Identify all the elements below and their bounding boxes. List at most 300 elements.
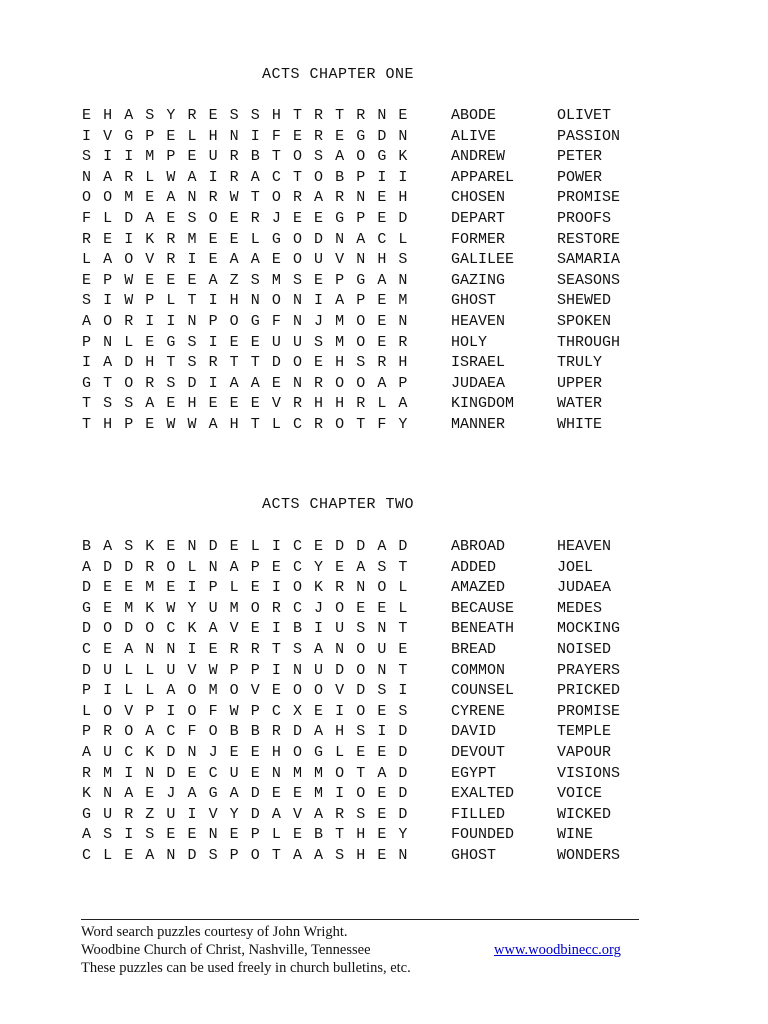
grid-letter: R <box>271 723 281 741</box>
grid-letter: E <box>208 395 218 413</box>
grid-letter: L <box>187 127 197 145</box>
grid-letter: E <box>103 599 113 617</box>
grid-letter: G <box>82 374 92 392</box>
word-row <box>451 743 620 764</box>
grid-letter: O <box>208 723 218 741</box>
word-item: WICKED <box>557 805 612 823</box>
grid-letter: I <box>335 702 345 720</box>
grid-letter: D <box>271 354 281 372</box>
grid-letter: N <box>398 312 408 330</box>
puzzle-title-1: ACTS CHAPTER ONE <box>262 66 415 83</box>
grid-letter: F <box>377 415 387 433</box>
grid-letter: N <box>292 374 302 392</box>
word-list-2 <box>451 537 620 867</box>
grid-letter: V <box>208 805 218 823</box>
grid-letter: C <box>271 702 281 720</box>
grid-letter: A <box>82 826 92 844</box>
grid-letter: I <box>187 805 197 823</box>
grid-letter: N <box>292 661 302 679</box>
grid-letter: O <box>335 415 345 433</box>
grid-letter: D <box>398 805 408 823</box>
grid-letter: I <box>314 620 324 638</box>
grid-letter: P <box>82 333 92 351</box>
grid-letter: H <box>377 251 387 269</box>
grid-letter: N <box>145 640 155 658</box>
grid-letter: E <box>377 312 387 330</box>
grid-letter: E <box>335 127 345 145</box>
grid-letter: E <box>208 251 218 269</box>
grid-row <box>82 353 420 374</box>
grid-letter: E <box>314 538 324 555</box>
grid-letter: A <box>229 558 239 576</box>
grid-row <box>82 394 420 415</box>
grid-letter: S <box>103 395 113 413</box>
grid-letter: E <box>229 826 239 844</box>
grid-letter: R <box>314 374 324 392</box>
grid-letter: O <box>124 374 134 392</box>
word-item: BECAUSE <box>451 599 515 617</box>
grid-letter: E <box>377 189 387 207</box>
word-item: VOICE <box>557 785 603 803</box>
grid-letter: E <box>314 702 324 720</box>
grid-letter: R <box>335 189 345 207</box>
grid-letter: E <box>145 415 155 433</box>
grid-letter: Y <box>229 805 239 823</box>
grid-letter: A <box>314 723 324 741</box>
grid-letter: K <box>187 620 197 638</box>
grid-letter: I <box>208 374 218 392</box>
word-row <box>451 537 620 558</box>
grid-letter: B <box>314 826 324 844</box>
grid-letter: R <box>314 127 324 145</box>
grid-letter: G <box>314 743 324 761</box>
grid-letter: N <box>187 189 197 207</box>
grid-letter: D <box>124 558 134 576</box>
grid-letter: D <box>250 785 260 803</box>
grid-letter: N <box>335 230 345 248</box>
word-item: VISIONS <box>557 764 621 782</box>
grid-letter: A <box>166 682 176 700</box>
grid-letter: T <box>187 292 197 310</box>
word-item: JUDAEA <box>557 579 612 597</box>
grid-letter: N <box>292 312 302 330</box>
grid-letter: O <box>292 682 302 700</box>
grid-letter: E <box>377 209 387 227</box>
grid-letter: N <box>377 661 387 679</box>
grid-letter: H <box>356 826 366 844</box>
grid-letter: A <box>82 558 92 576</box>
word-item: FILLED <box>451 805 506 823</box>
grid-letter: O <box>356 661 366 679</box>
grid-row <box>82 333 420 354</box>
grid-row <box>82 312 420 333</box>
grid-letter: H <box>229 415 239 433</box>
grid-letter: D <box>398 538 408 555</box>
grid-letter: A <box>103 538 113 555</box>
grid-letter: A <box>229 785 239 803</box>
grid-row <box>82 599 420 620</box>
grid-letter: R <box>208 189 218 207</box>
grid-letter: U <box>229 764 239 782</box>
word-item: COMMON <box>451 661 506 679</box>
grid-letter: E <box>145 785 155 803</box>
grid-letter: L <box>250 538 260 555</box>
word-item: SHEWED <box>557 292 612 310</box>
footer-church: Woodbine Church of Christ, Nashville, Tennessee <box>81 942 371 958</box>
grid-letter: S <box>250 107 260 124</box>
grid-letter: V <box>335 682 345 700</box>
grid-letter: H <box>103 415 113 433</box>
word-item: BREAD <box>451 640 497 658</box>
grid-letter: N <box>377 620 387 638</box>
grid-letter: V <box>187 661 197 679</box>
footer-divider <box>81 919 639 920</box>
grid-letter: H <box>103 107 113 124</box>
grid-letter: A <box>145 209 155 227</box>
grid-letter: L <box>166 292 176 310</box>
grid-letter: T <box>166 354 176 372</box>
grid-letter: A <box>208 620 218 638</box>
grid-letter: N <box>103 785 113 803</box>
word-item: PRAYERS <box>557 661 621 679</box>
word-item: SPOKEN <box>557 312 612 330</box>
grid-letter: O <box>356 333 366 351</box>
grid-letter: E <box>271 785 281 803</box>
word-item: PASSION <box>557 127 621 145</box>
grid-letter: Y <box>314 558 324 576</box>
grid-letter: T <box>271 148 281 166</box>
grid-letter: O <box>314 168 324 186</box>
grid-letter: I <box>398 168 408 186</box>
word-item: SAMARIA <box>557 251 621 269</box>
grid-letter: A <box>82 312 92 330</box>
grid-letter: D <box>292 723 302 741</box>
grid-letter: E <box>292 826 302 844</box>
grid-letter: E <box>103 640 113 658</box>
grid-letter: U <box>208 148 218 166</box>
grid-letter: M <box>398 292 408 310</box>
grid-letter: M <box>145 579 155 597</box>
word-row <box>451 168 620 189</box>
grid-letter: L <box>271 826 281 844</box>
grid-letter: D <box>187 374 197 392</box>
word-item: PROOFS <box>557 209 612 227</box>
grid-letter: R <box>292 189 302 207</box>
grid-letter: A <box>82 743 92 761</box>
grid-letter: R <box>166 251 176 269</box>
grid-letter: E <box>314 271 324 289</box>
grid-letter: B <box>250 723 260 741</box>
grid-letter: V <box>292 805 302 823</box>
grid-letter: V <box>145 251 155 269</box>
grid-letter: E <box>166 395 176 413</box>
grid-letter: N <box>166 640 176 658</box>
grid-letter: U <box>377 640 387 658</box>
grid-letter: E <box>208 640 218 658</box>
grid-letter: H <box>271 743 281 761</box>
grid-letter: T <box>398 558 408 576</box>
grid-row <box>82 415 420 436</box>
grid-letter: E <box>377 785 387 803</box>
word-item: AMAZED <box>451 579 506 597</box>
grid-letter: R <box>124 805 134 823</box>
grid-letter: A <box>166 189 176 207</box>
grid-letter: L <box>103 846 113 864</box>
grid-row <box>82 702 420 723</box>
grid-letter: P <box>229 661 239 679</box>
grid-letter: D <box>82 661 92 679</box>
grid-letter: G <box>124 127 134 145</box>
grid-letter: E <box>166 127 176 145</box>
word-item: COUNSEL <box>451 682 515 700</box>
word-row <box>451 784 620 805</box>
grid-letter: E <box>292 209 302 227</box>
grid-letter: C <box>166 723 176 741</box>
grid-letter: C <box>292 415 302 433</box>
grid-letter: J <box>271 209 281 227</box>
grid-letter: H <box>335 395 345 413</box>
grid-letter: E <box>145 189 155 207</box>
grid-letter: E <box>398 640 408 658</box>
word-item: DAVID <box>451 723 497 741</box>
grid-letter: N <box>208 558 218 576</box>
word-row <box>451 127 620 148</box>
grid-letter: I <box>103 292 113 310</box>
grid-letter: A <box>356 558 366 576</box>
grid-letter: O <box>145 620 155 638</box>
grid-letter: P <box>398 374 408 392</box>
grid-letter: I <box>124 826 134 844</box>
grid-letter: E <box>124 846 134 864</box>
grid-letter: A <box>377 538 387 555</box>
grid-letter: S <box>145 107 155 124</box>
grid-letter: T <box>250 189 260 207</box>
word-item: MANNER <box>451 415 506 433</box>
grid-letter: D <box>335 661 345 679</box>
word-row <box>451 188 620 209</box>
grid-letter: K <box>398 148 408 166</box>
grid-letter: S <box>356 354 366 372</box>
grid-letter: C <box>124 743 134 761</box>
grid-letter: A <box>208 415 218 433</box>
grid-letter: B <box>82 538 92 555</box>
grid-letter: P <box>250 661 260 679</box>
website-link[interactable]: www.woodbinecc.org <box>494 942 621 958</box>
grid-letter: I <box>271 538 281 555</box>
grid-letter: R <box>292 395 302 413</box>
grid-letter: G <box>271 230 281 248</box>
grid-letter: I <box>335 785 345 803</box>
grid-letter: D <box>398 209 408 227</box>
grid-row <box>82 147 420 168</box>
word-item: ABROAD <box>451 538 506 555</box>
grid-letter: D <box>398 764 408 782</box>
grid-letter: T <box>271 846 281 864</box>
grid-letter: H <box>187 395 197 413</box>
grid-letter: P <box>250 558 260 576</box>
grid-letter: T <box>398 661 408 679</box>
grid-letter: P <box>145 292 155 310</box>
grid-letter: D <box>166 764 176 782</box>
grid-letter: M <box>292 764 302 782</box>
grid-letter: K <box>145 743 155 761</box>
grid-letter: F <box>208 702 218 720</box>
grid-letter: E <box>377 599 387 617</box>
grid-letter: J <box>314 312 324 330</box>
grid-letter: N <box>356 579 366 597</box>
grid-letter: N <box>398 846 408 864</box>
grid-letter: I <box>208 292 218 310</box>
grid-letter: V <box>335 251 345 269</box>
word-item: THROUGH <box>557 333 621 351</box>
grid-letter: G <box>377 148 387 166</box>
grid-letter: U <box>103 805 113 823</box>
grid-letter: P <box>250 702 260 720</box>
grid-letter: I <box>398 682 408 700</box>
grid-letter: E <box>166 579 176 597</box>
grid-letter: R <box>82 230 92 248</box>
grid-letter: W <box>229 189 239 207</box>
word-item: ISRAEL <box>451 354 506 372</box>
grid-row <box>82 825 420 846</box>
grid-letter: I <box>124 230 134 248</box>
word-item: DEPART <box>451 209 506 227</box>
grid-letter: I <box>124 764 134 782</box>
grid-letter: O <box>250 846 260 864</box>
grid-letter: E <box>250 764 260 782</box>
grid-letter: C <box>292 538 302 555</box>
grid-letter: V <box>229 620 239 638</box>
grid-letter: D <box>250 805 260 823</box>
grid-letter: I <box>271 620 281 638</box>
grid-letter: E <box>166 826 176 844</box>
word-item: HEAVEN <box>557 538 612 555</box>
grid-letter: B <box>292 620 302 638</box>
grid-letter: R <box>82 764 92 782</box>
word-item: ANDREW <box>451 148 506 166</box>
grid-letter: O <box>229 312 239 330</box>
grid-letter: S <box>187 333 197 351</box>
grid-letter: S <box>356 723 366 741</box>
grid-letter: S <box>145 826 155 844</box>
grid-row <box>82 661 420 682</box>
grid-letter: W <box>124 292 134 310</box>
word-row <box>451 764 620 785</box>
grid-letter: R <box>124 312 134 330</box>
grid-letter: O <box>82 189 92 207</box>
grid-letter: T <box>335 826 345 844</box>
grid-letter: E <box>187 148 197 166</box>
grid-letter: P <box>250 826 260 844</box>
grid-letter: C <box>292 558 302 576</box>
word-item: PROMISE <box>557 702 621 720</box>
grid-letter: M <box>314 764 324 782</box>
grid-letter: R <box>124 168 134 186</box>
grid-letter: A <box>398 395 408 413</box>
grid-letter: C <box>166 620 176 638</box>
grid-letter: G <box>250 312 260 330</box>
grid-letter: E <box>250 579 260 597</box>
grid-letter: U <box>271 333 281 351</box>
word-item: MEDES <box>557 599 603 617</box>
grid-letter: L <box>398 599 408 617</box>
grid-letter: O <box>356 374 366 392</box>
word-item: RESTORE <box>557 230 621 248</box>
grid-letter: U <box>314 251 324 269</box>
grid-letter: L <box>82 702 92 720</box>
grid-letter: R <box>166 230 176 248</box>
grid-letter: X <box>292 702 302 720</box>
grid-letter: A <box>145 846 155 864</box>
word-row <box>451 230 620 251</box>
grid-letter: L <box>145 661 155 679</box>
word-row <box>451 209 620 230</box>
grid-letter: D <box>208 538 218 555</box>
word-row <box>451 599 620 620</box>
word-item: ALIVE <box>451 127 497 145</box>
grid-letter: W <box>229 702 239 720</box>
grid-letter: S <box>187 354 197 372</box>
grid-letter: R <box>335 805 345 823</box>
grid-letter: R <box>229 640 239 658</box>
word-item: POWER <box>557 168 603 186</box>
grid-letter: E <box>377 702 387 720</box>
grid-letter: E <box>271 558 281 576</box>
word-item: PRICKED <box>557 682 621 700</box>
grid-letter: I <box>187 251 197 269</box>
grid-letter: R <box>250 209 260 227</box>
grid-letter: L <box>271 415 281 433</box>
grid-letter: N <box>292 292 302 310</box>
grid-letter: P <box>208 312 218 330</box>
grid-letter: M <box>124 599 134 617</box>
grid-letter: U <box>335 620 345 638</box>
grid-letter: H <box>145 354 155 372</box>
grid-letter: L <box>377 395 387 413</box>
grid-letter: O <box>292 230 302 248</box>
grid-letter: A <box>187 785 197 803</box>
grid-letter: O <box>356 148 366 166</box>
grid-letter: L <box>103 209 113 227</box>
grid-letter: C <box>82 846 92 864</box>
grid-row <box>82 537 420 558</box>
word-item: GHOST <box>451 292 497 310</box>
grid-letter: O <box>335 764 345 782</box>
grid-row <box>82 168 420 189</box>
grid-letter: S <box>166 374 176 392</box>
grid-letter: A <box>250 168 260 186</box>
grid-row <box>82 106 420 127</box>
word-row <box>451 312 620 333</box>
grid-letter: G <box>82 599 92 617</box>
grid-letter: A <box>377 764 387 782</box>
grid-letter: O <box>271 292 281 310</box>
grid-letter: K <box>314 579 324 597</box>
grid-letter: W <box>124 271 134 289</box>
word-item: DEVOUT <box>451 743 506 761</box>
grid-letter: N <box>377 107 387 124</box>
grid-letter: I <box>166 702 176 720</box>
grid-letter: A <box>250 374 260 392</box>
word-item: MOCKING <box>557 620 621 638</box>
grid-row <box>82 291 420 312</box>
grid-letter: I <box>377 168 387 186</box>
word-item: SEASONS <box>557 271 621 289</box>
grid-letter: T <box>292 168 302 186</box>
grid-letter: V <box>124 702 134 720</box>
grid-letter: P <box>356 292 366 310</box>
word-row <box>451 558 620 579</box>
